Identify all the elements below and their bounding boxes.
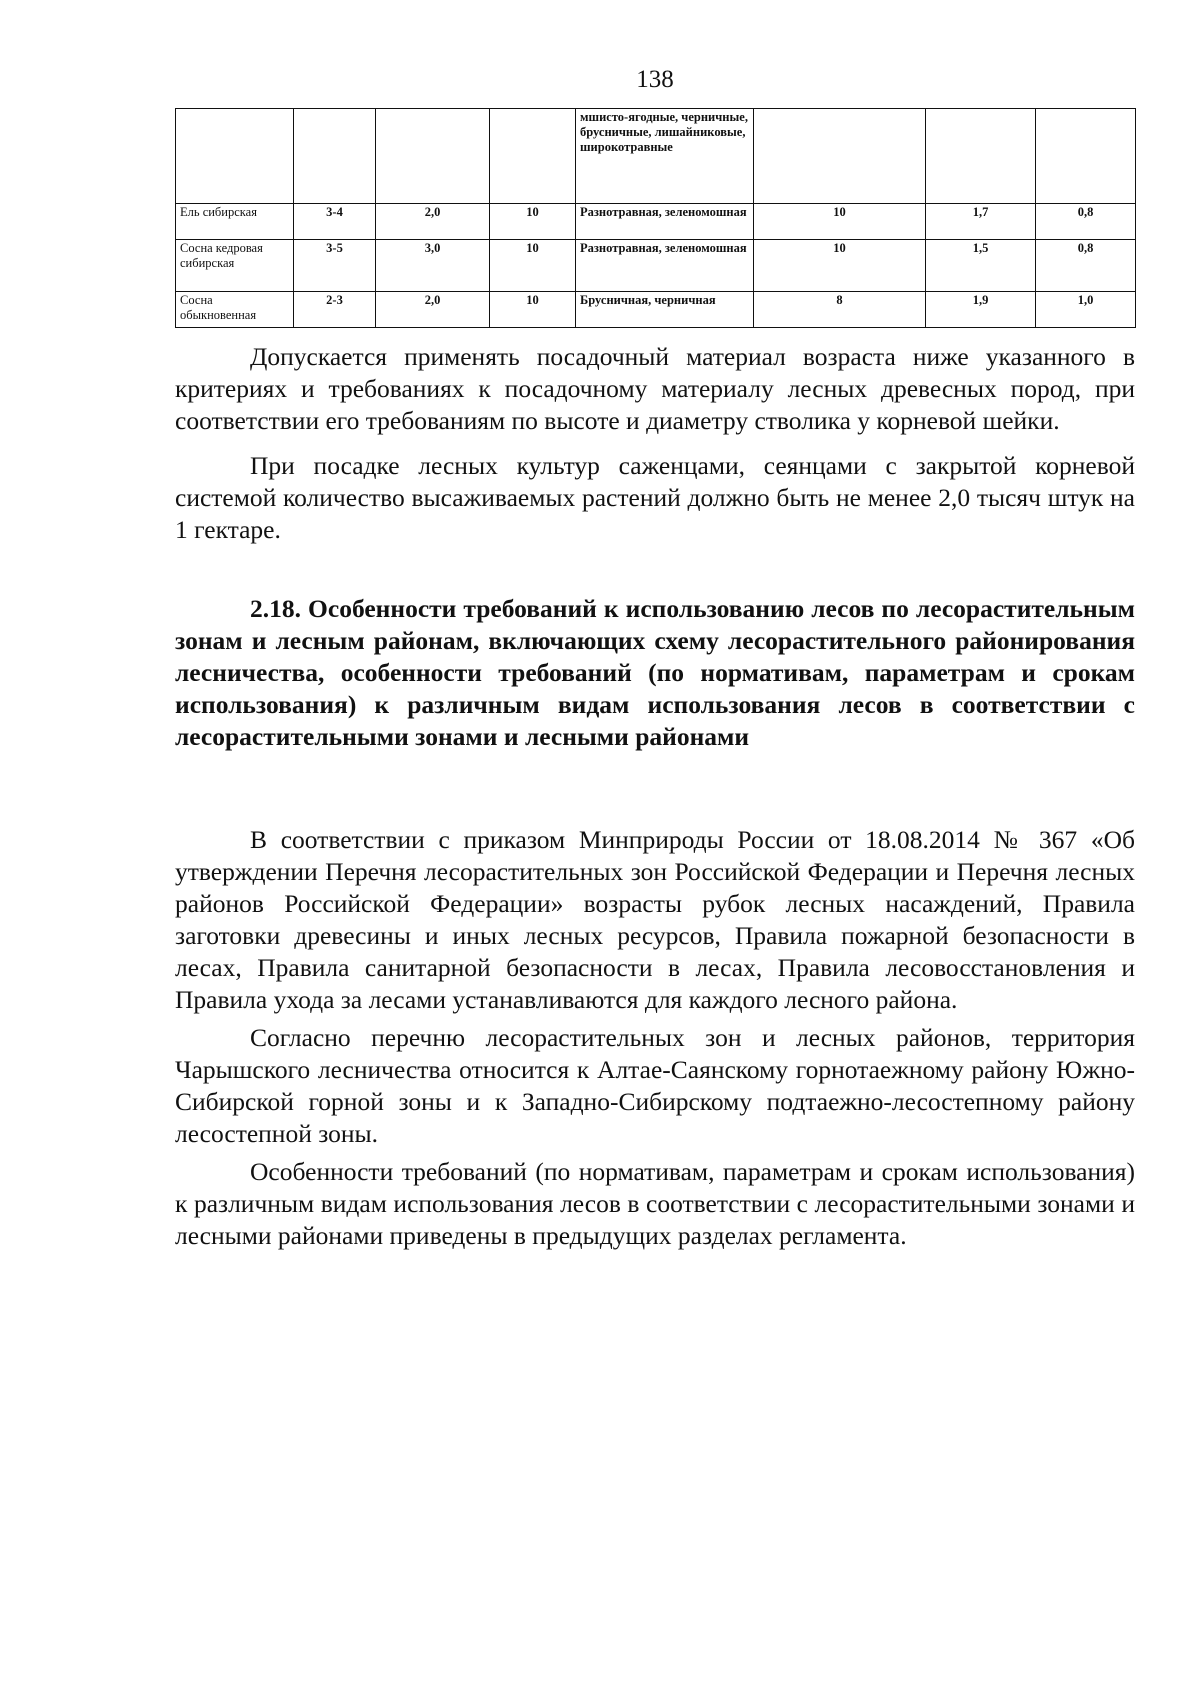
forest-type-cell: Разнотравная, зеленомошная [576, 204, 754, 240]
paragraph: Допускается применять посадочный материал возраста ниже указанного в критериях и требованиях к посадочному материалу лесных древесных пород, при соответствии его требованиям по высоте и диаметру стволика у корневой шейки. [175, 342, 1135, 435]
col8-cell [1036, 109, 1136, 204]
diameter-cell: 10 [490, 240, 576, 292]
age-cell [294, 109, 376, 204]
col7-cell: 1,9 [926, 292, 1036, 328]
section-heading [175, 593, 1135, 753]
diameter-cell: 10 [490, 292, 576, 328]
species-cell [176, 109, 294, 204]
table-row [176, 240, 1136, 292]
paragraph: При посадке лесных культур саженцами, сеянцами с закрытой корневой системой количество высаживаемых растений должно быть не менее 2,0 тысяч штук на 1 гектаре. [175, 451, 1135, 544]
body-text-top [175, 341, 1135, 546]
age-cell: 3-5 [294, 240, 376, 292]
height-cell: 2,0 [376, 204, 490, 240]
col8-cell: 0,8 [1036, 204, 1136, 240]
col8-cell: 0,8 [1036, 240, 1136, 292]
height-cell: 2,0 [376, 292, 490, 328]
col6-cell: 10 [754, 240, 926, 292]
diameter-cell [490, 109, 576, 204]
height-cell [376, 109, 490, 204]
col7-cell: 1,5 [926, 240, 1036, 292]
diameter-cell: 10 [490, 204, 576, 240]
body-text-bottom [175, 824, 1135, 1252]
section-heading-text: 2.18. Особенности требований к использованию лесов по лесорастительным зонам и лесным районам, включающих схему лесорастительного районирования лесничества, особенности требований (по нормативам, параметрам и срокам использования) к различным видам использования лесов в соответствии с лесорастительными зонами и лесными районами [175, 594, 1135, 751]
paragraph: В соответствии с приказом Минприроды России от 18.08.2014 № 367 «Об утверждении Перечня лесорастительных зон Российской Федерации и Перечня лесных районов Российской Федерации» возрасты рубок лесных насаждений, Правила заготовки древесины и иных лесных ресурсов, Правила пожарной безопасности в лесах, Правила санитарной безопасности в лесах, Правила лесовосстановления и Правила ухода за лесами устанавливаются для каждого лесного района. [175, 825, 1135, 1014]
height-cell: 3,0 [376, 240, 490, 292]
planting-material-table [175, 108, 1136, 328]
species-cell: Сосна обыкновенная [176, 292, 294, 328]
col8-cell: 1,0 [1036, 292, 1136, 328]
col7-cell: 1,7 [926, 204, 1036, 240]
table-row [176, 292, 1136, 328]
col7-cell [926, 109, 1036, 204]
forest-type-cell: Брусничная, черничная [576, 292, 754, 328]
col6-cell: 8 [754, 292, 926, 328]
forest-type-cell: мшисто-ягодные, черничные, брусничные, лишайниковые, широкотравные [576, 109, 754, 204]
table-row [176, 109, 1136, 204]
species-cell: Сосна кедровая сибирская [176, 240, 294, 292]
forest-type-cell: Разнотравная, зеленомошная [576, 240, 754, 292]
col6-cell: 10 [754, 204, 926, 240]
age-cell: 3-4 [294, 204, 376, 240]
table-row [176, 204, 1136, 240]
paragraph: Особенности требований (по нормативам, параметрам и срокам использования) к различным видам использования лесов в соответствии с лесорастительными зонами и лесными районами приведены в предыдущих разделах регламента. [175, 1157, 1135, 1250]
species-cell: Ель сибирская [176, 204, 294, 240]
age-cell: 2-3 [294, 292, 376, 328]
paragraph: Согласно перечню лесорастительных зон и лесных районов, территория Чарышского лесничества относится к Алтае-Саянскому горнотаежному району Южно-Сибирской горной зоны и к Западно-Сибирскому подтаежно-лесостепному району лесостепной зоны. [175, 1023, 1135, 1148]
col6-cell [754, 109, 926, 204]
page-number: 138 [636, 66, 674, 93]
